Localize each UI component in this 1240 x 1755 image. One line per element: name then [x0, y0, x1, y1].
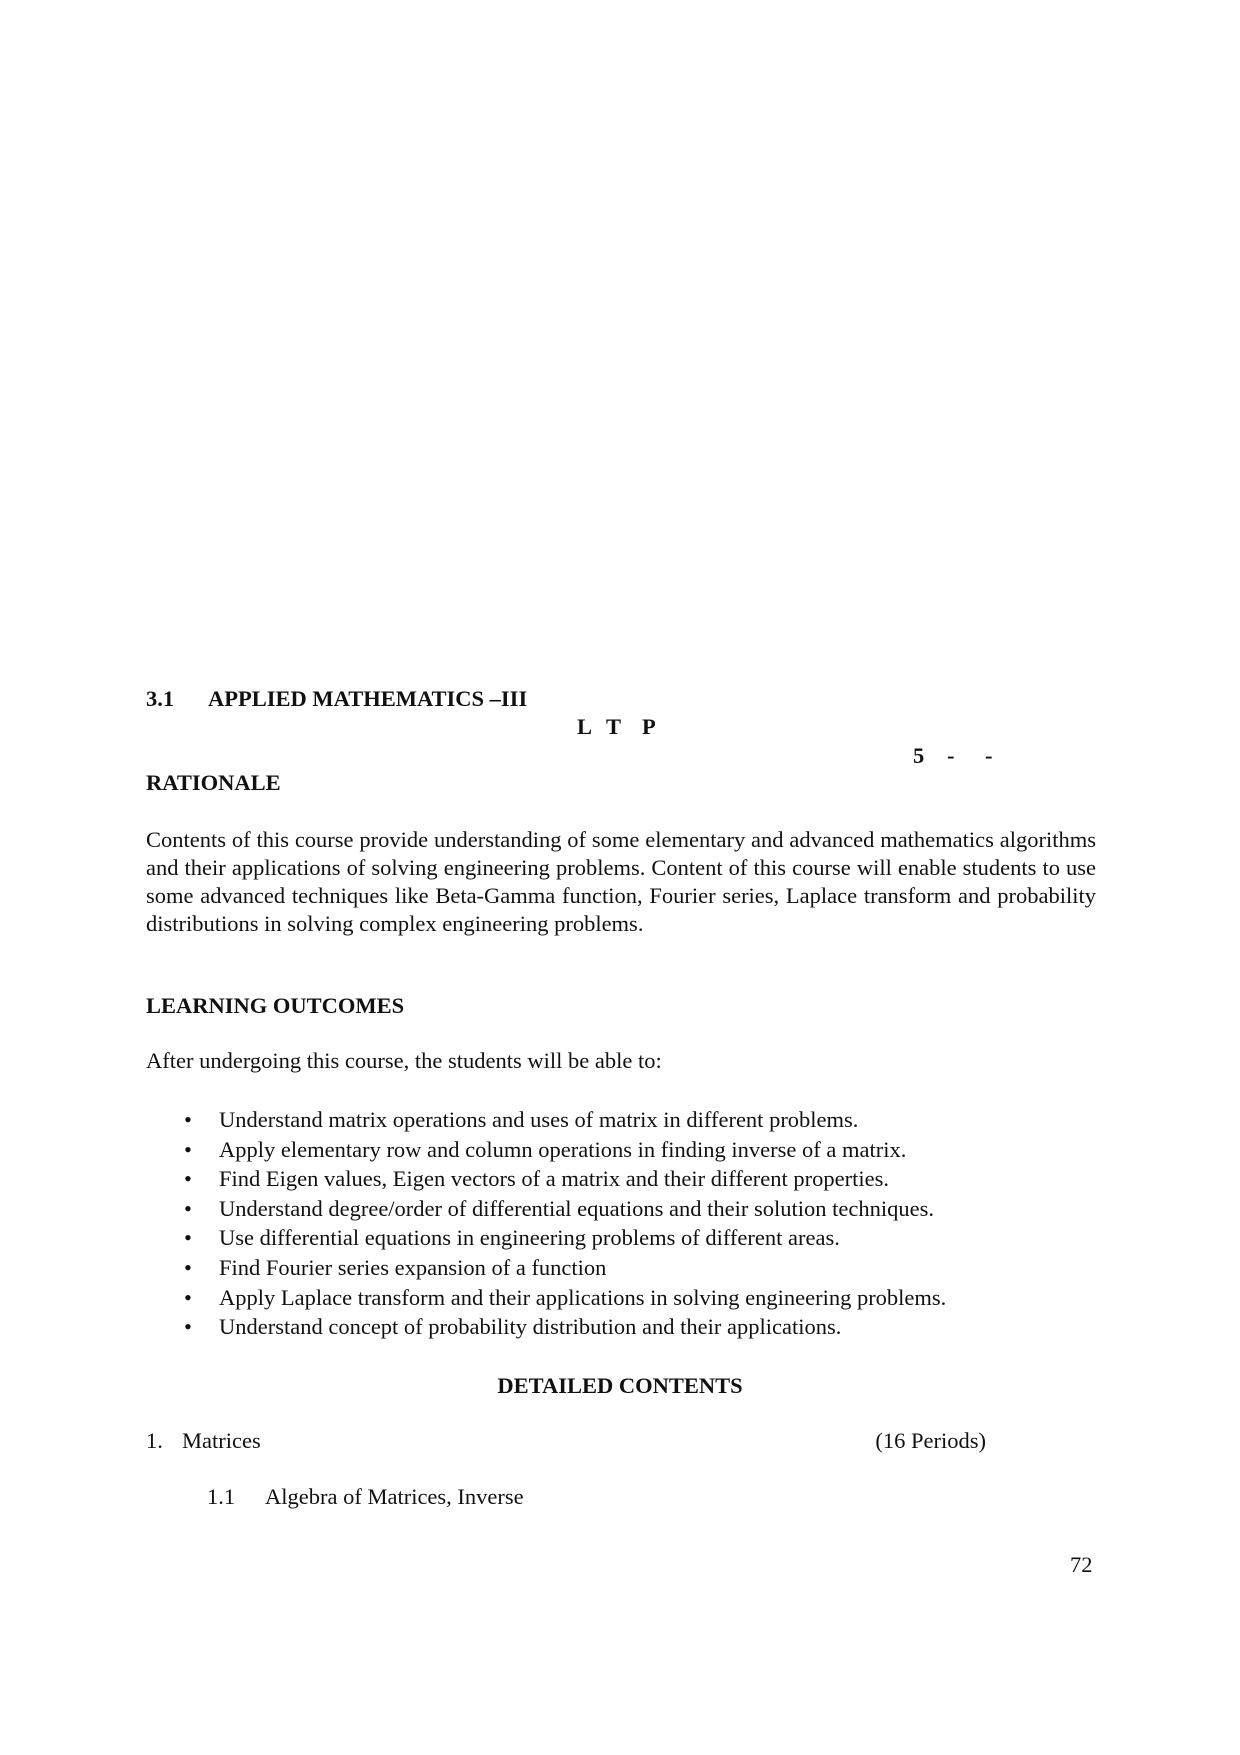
outcome-item: • Understand degree/order of differential equations and their solution techniques.: [146, 1194, 946, 1224]
unit-title: Matrices: [182, 1428, 261, 1453]
course-number: 3.1: [146, 686, 175, 711]
outcome-item: • Understand concept of probability distribution and their applications.: [146, 1312, 946, 1342]
ltp-header-p: P: [642, 714, 656, 739]
outcome-item: • Apply Laplace transform and their applications in solving engineering problems.: [146, 1283, 946, 1313]
ltp-header-t: T: [606, 714, 622, 739]
outcome-item: • Find Fourier series expansion of a function: [146, 1253, 946, 1283]
ltp-value-p: -: [985, 743, 993, 768]
outcome-item: • Apply elementary row and column operations in finding inverse of a matrix.: [146, 1135, 946, 1165]
unit-periods: (16 Periods): [875, 1428, 986, 1453]
rationale-heading: RATIONALE: [146, 770, 281, 795]
subtopic-title: Algebra of Matrices, Inverse: [265, 1484, 524, 1509]
page-number: 72: [1070, 1552, 1093, 1577]
ltp-values: [913, 743, 993, 769]
unit-row: [146, 1428, 986, 1454]
ltp-value-l: 5: [913, 743, 925, 768]
outcome-item: • Understand matrix operations and uses of matrix in different problems.: [146, 1105, 946, 1135]
ltp-value-t: -: [947, 743, 955, 768]
subtopic-number: 1.1: [207, 1484, 236, 1509]
course-name: APPLIED MATHEMATICS –III: [208, 686, 528, 711]
learning-outcomes-heading: LEARNING OUTCOMES: [146, 993, 405, 1018]
course-title: [146, 686, 527, 712]
ltp-header-l: L: [577, 714, 593, 739]
unit-number: 1.: [146, 1428, 163, 1453]
rationale-paragraph: Contents of this course provide understanding of some elementary and advanced mathematics algorithms and their applications of solving engineering problems. Content of this course will enable students to use some advanced techniques like Beta-Gamma function, Fourier series, Laplace transform and probability distributions in solving complex engineering problems.: [146, 827, 1096, 936]
outcome-item: • Use differential equations in engineering problems of different areas.: [146, 1223, 946, 1253]
learning-outcomes-list: [146, 1105, 946, 1342]
detailed-contents-heading: DETAILED CONTENTS: [497, 1373, 743, 1398]
subtopic-row: [207, 1484, 524, 1510]
learning-outcomes-intro: After undergoing this course, the students will be able to:: [146, 1048, 662, 1073]
ltp-header: [577, 714, 656, 740]
outcome-item: • Find Eigen values, Eigen vectors of a matrix and their different properties.: [146, 1164, 946, 1194]
